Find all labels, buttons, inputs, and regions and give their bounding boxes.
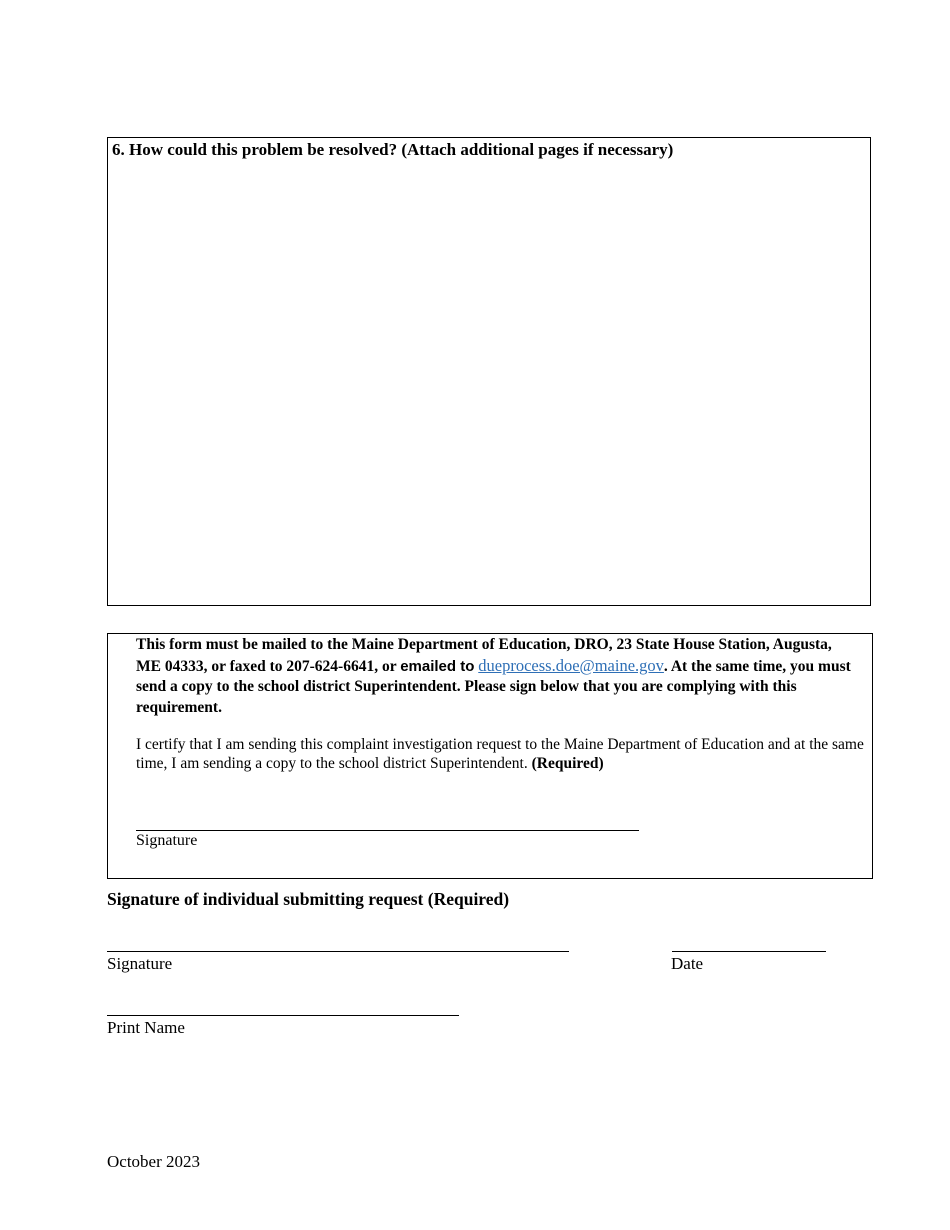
footer-date: October 2023 bbox=[107, 1152, 201, 1171]
certification-text: I certify that I am sending this complaint investigation request to the Maine Department of Education and at the same time, I am sending a copy to the school district Superintendent. bbox=[136, 736, 864, 772]
submitter-signature-heading: Signature of individual submitting request (Required) bbox=[107, 889, 510, 909]
question-6-box bbox=[107, 137, 871, 606]
email-link[interactable]: dueprocess.doe@maine.gov bbox=[478, 655, 664, 675]
question-6-title: 6. How could this problem be resolved? (Attach additional pages if necessary) bbox=[112, 140, 674, 159]
print-name-line[interactable] bbox=[107, 1015, 459, 1016]
instructions-text-part2: . At the same time, you must send a copy to the school district Superintendent. Please sign below that you are complying with this requirement. bbox=[136, 657, 851, 716]
print-name-label: Print Name bbox=[107, 1018, 185, 1037]
certification-signature-label: Signature bbox=[136, 832, 198, 849]
submission-notice-box bbox=[107, 633, 873, 879]
instructions-text-part1: This form must be mailed to the Maine Department of Education, DRO, 23 State House Station, Augusta, ME 04333, or faxed to 207-624-6641, or bbox=[136, 636, 832, 675]
certification-signature-line[interactable] bbox=[136, 830, 639, 831]
instructions-emailed-word: emailed to bbox=[400, 657, 475, 675]
date-line[interactable] bbox=[672, 951, 826, 952]
submitter-signature-line[interactable] bbox=[107, 951, 569, 952]
question-6-answer-area[interactable] bbox=[112, 166, 866, 601]
submitter-signature-label: Signature bbox=[107, 954, 173, 973]
certification-required-label: (Required) bbox=[531, 755, 604, 772]
submission-instructions bbox=[136, 635, 854, 718]
certification-statement bbox=[136, 735, 864, 773]
date-label: Date bbox=[671, 954, 704, 973]
